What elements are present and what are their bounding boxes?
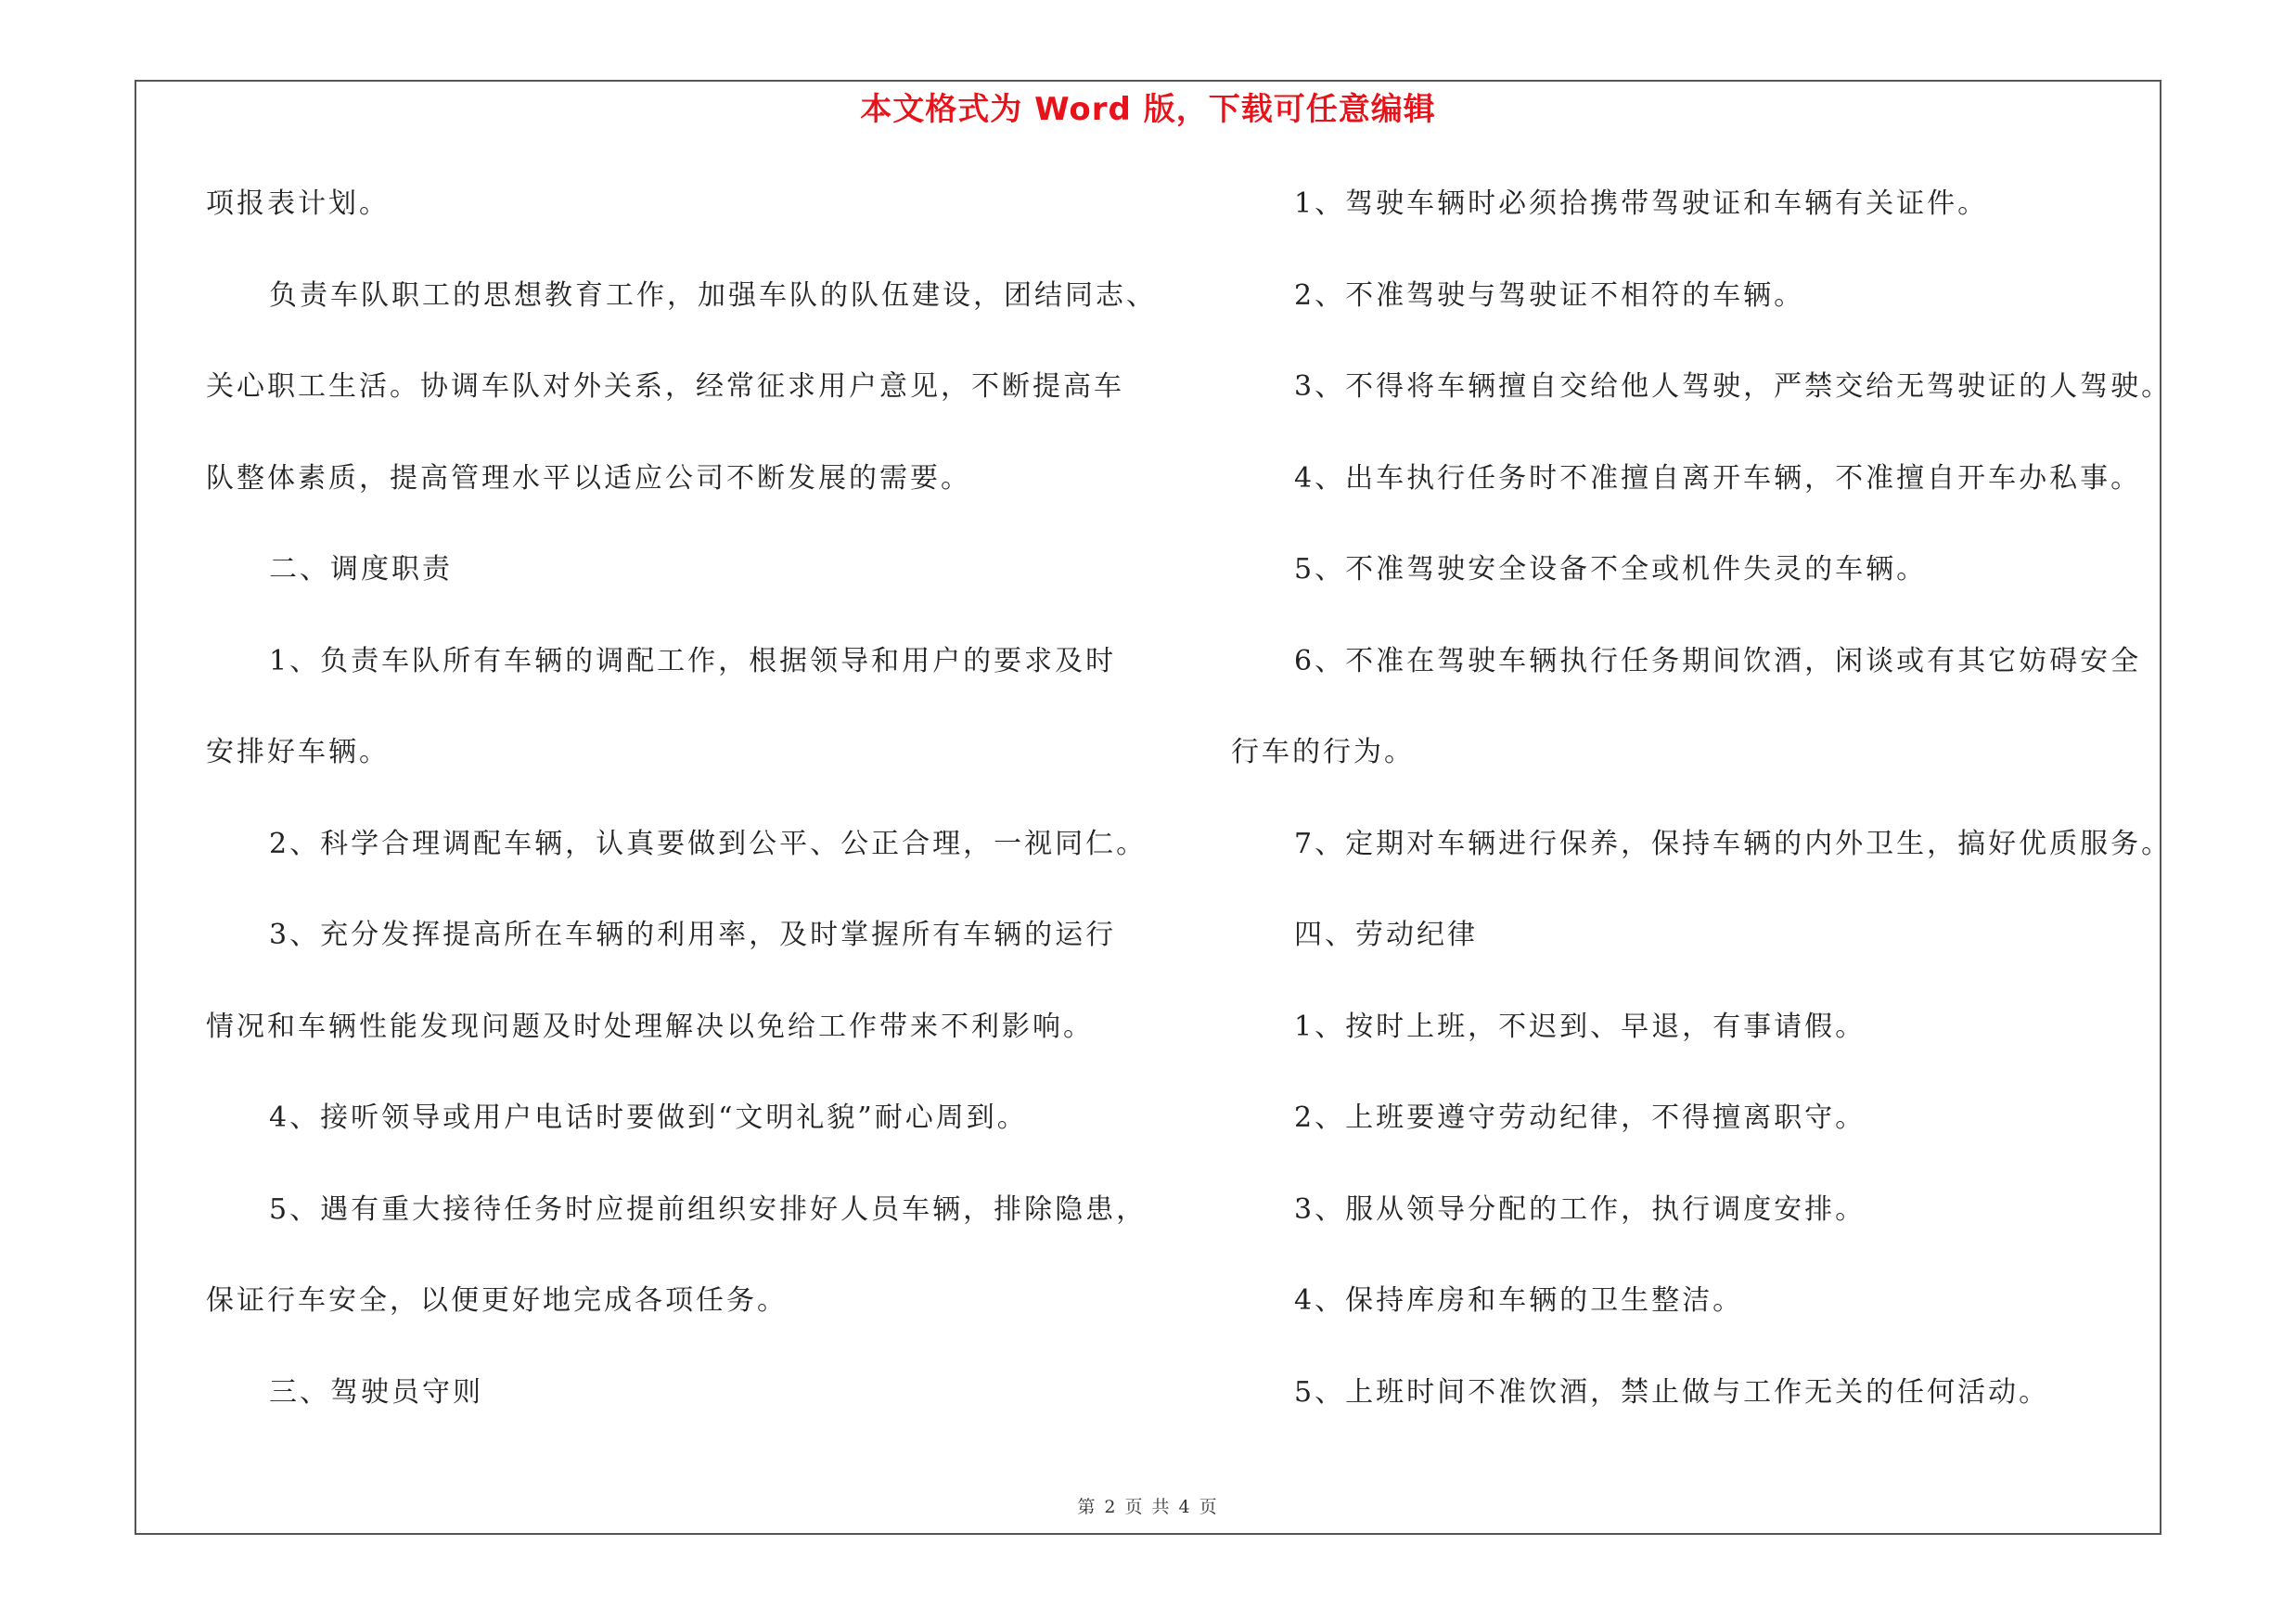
left-column-line: 负责车队职工的思想教育工作，加强车队的队伍建设，团结同志、 — [269, 278, 1157, 312]
right-column-line: 5、不准驾驶安全设备不全或机件失灵的车辆。 — [1294, 553, 1928, 586]
right-column-line: 2、上班要遵守劳动纪律，不得擅离职守。 — [1294, 1101, 1866, 1134]
left-column-line: 项报表计划。 — [206, 187, 390, 220]
right-column-line: 4、保持库房和车辆的卫生整洁。 — [1294, 1284, 1744, 1317]
left-column-line: 5、遇有重大接待任务时应提前组织安排好人员车辆，排除隐患， — [269, 1192, 1148, 1226]
right-column-line: 行车的行为。 — [1231, 736, 1415, 768]
right-column-line: 5、上班时间不准饮酒，禁止做与工作无关的任何活动。 — [1294, 1375, 2050, 1409]
right-column-line: 6、不准在驾驶车辆执行任务期间饮酒，闲谈或有其它妨碍安全 — [1294, 644, 2142, 677]
left-column-line: 3、充分发挥提高所在车辆的利用率，及时掌握所有车辆的运行 — [269, 919, 1117, 951]
right-column-line: 7、定期对车辆进行保养，保持车辆的内外卫生，搞好优质服务。 — [1294, 827, 2173, 860]
right-column-line: 1、按时上班，不迟到、早退，有事请假。 — [1294, 1010, 1866, 1043]
left-column-line: 保证行车安全，以便更好地完成各项任务。 — [206, 1284, 788, 1317]
right-column-line: 四、劳动纪律 — [1294, 919, 1478, 951]
left-column-line: 2、科学合理调配车辆，认真要做到公平、公正合理，一视同仁。 — [269, 827, 1148, 860]
left-column-line: 三、驾驶员守则 — [269, 1375, 483, 1409]
left-column-line: 情况和车辆性能发现问题及时处理解决以免给工作带来不利影响。 — [206, 1010, 1094, 1043]
page-footer: 第 2 页 共 4 页 — [1077, 1497, 1219, 1517]
right-column-line: 4、出车执行任务时不准擅自离开车辆，不准擅自开车办私事。 — [1294, 461, 2142, 495]
right-column-line: 2、不准驾驶与驾驶证不相符的车辆。 — [1294, 278, 1805, 312]
left-column-line: 安排好车辆。 — [206, 736, 390, 768]
left-column-line: 4、接听领导或用户电话时要做到“文明礼貌”耐心周到。 — [269, 1101, 1028, 1134]
left-column-line: 二、调度职责 — [269, 553, 453, 586]
format-banner: 本文格式为 Word 版，下载可任意编辑 — [860, 91, 1436, 128]
left-column-line: 1、负责车队所有车辆的调配工作，根据领导和用户的要求及时 — [269, 644, 1117, 677]
left-column-line: 关心职工生活。协调车队对外关系，经常征求用户意见，不断提高车 — [206, 370, 1124, 403]
left-column-line: 队整体素质，提高管理水平以适应公司不断发展的需要。 — [206, 461, 971, 495]
right-column-line: 1、驾驶车辆时必须拾携带驾驶证和车辆有关证件。 — [1294, 187, 1989, 220]
right-column-line: 3、服从领导分配的工作，执行调度安排。 — [1294, 1192, 1866, 1226]
right-column-line: 3、不得将车辆擅自交给他人驾驶，严禁交给无驾驶证的人驾驶。 — [1294, 370, 2173, 403]
